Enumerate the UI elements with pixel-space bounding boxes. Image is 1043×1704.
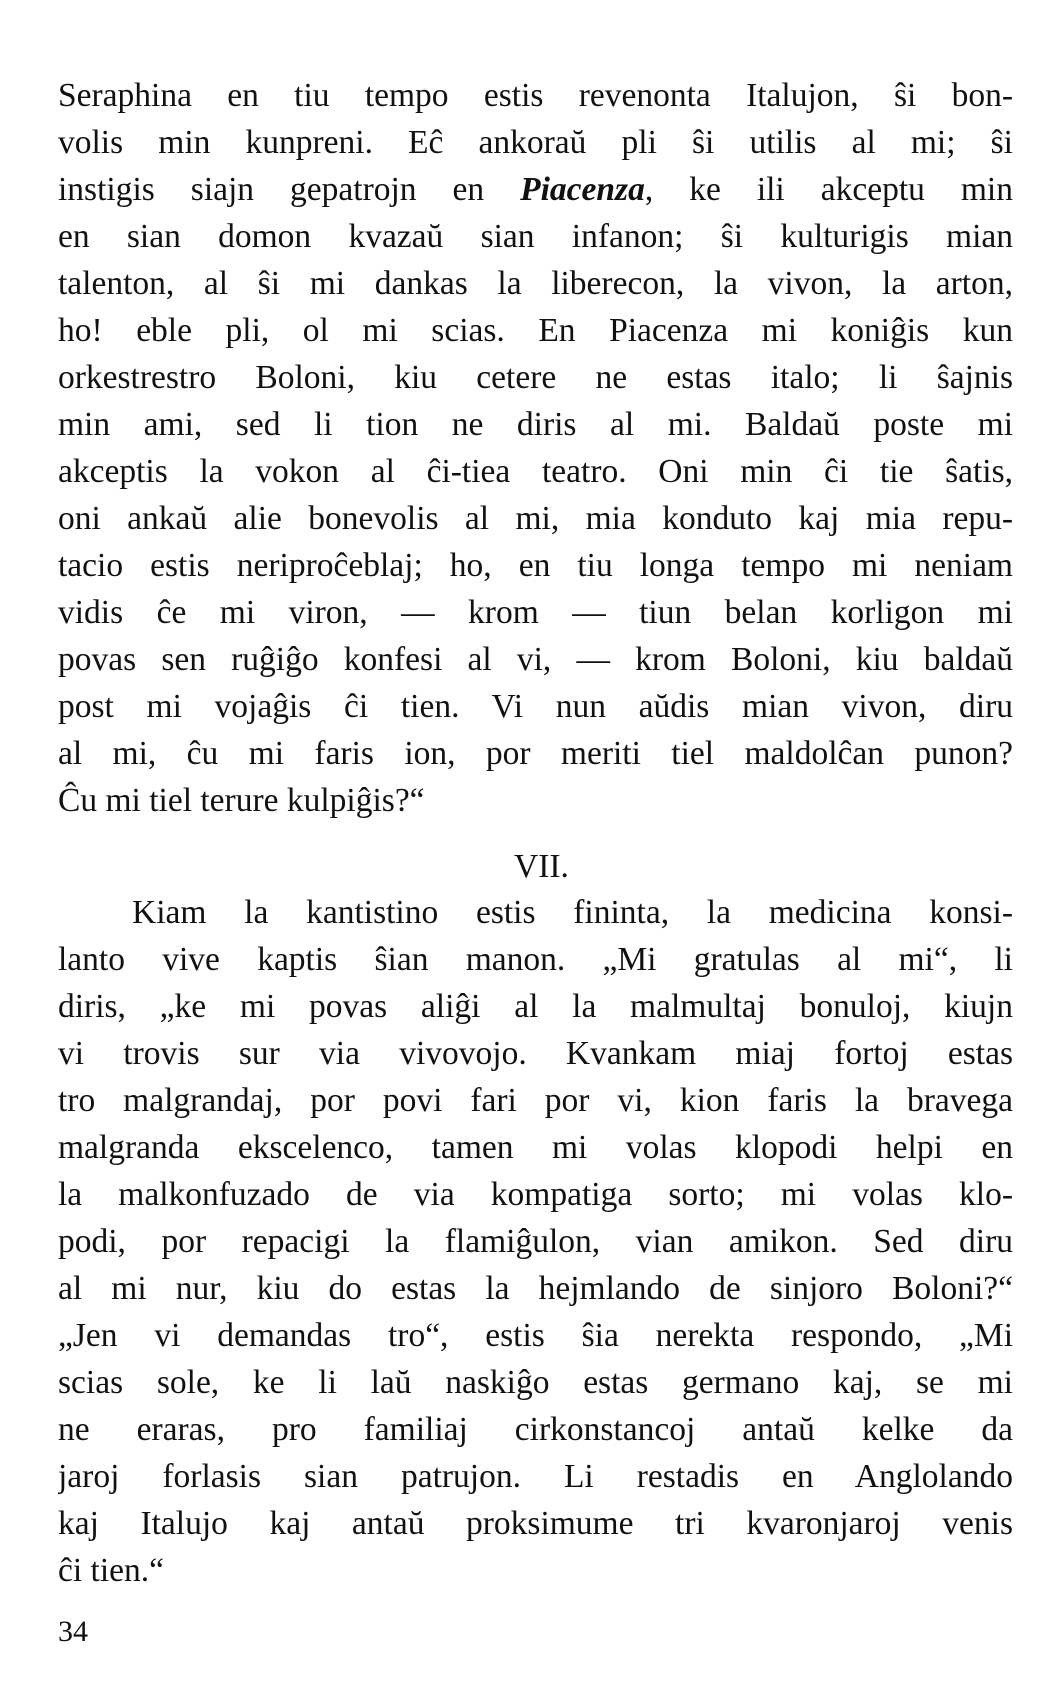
text-line: al mi nur, kiu do estas la hejmlando de sinjoro Boloni?“ (58, 1270, 1013, 1307)
text-line: instigis siajn gepatrojn en Piacenza, ke ili akceptu min (58, 171, 1013, 208)
paragraph-1 (58, 72, 1013, 824)
text-line: la malkonfuzado de via kompatiga sorto; mi volas klo- (58, 1176, 1013, 1213)
text-line: orkestrestro Boloni, kiu cetere ne estas italo; li ŝajnis (58, 359, 1013, 396)
text-line: ĉi tien.“ (58, 1552, 165, 1589)
text-line: min ami, sed li tion ne diris al mi. Baldaŭ poste mi (58, 406, 1013, 443)
text-line: kaj Italujo kaj antaŭ proksimume tri kvaronjaroj venis (58, 1505, 1013, 1542)
text-line: oni ankaŭ alie bonevolis al mi, mia konduto kaj mia repu- (58, 500, 1013, 537)
text-line: en sian domon kvazaŭ sian infanon; ŝi kulturigis mian (58, 218, 1013, 255)
text-line: Seraphina en tiu tempo estis revenonta Italujon, ŝi bon- (58, 77, 1013, 114)
text-line: tro malgrandaj, por povi fari por vi, kion faris la bravega (58, 1082, 1013, 1119)
text-line: podi, por repacigi la flamiĝulon, vian amikon. Sed diru (58, 1223, 1013, 1260)
text-line: akceptis la vokon al ĉi-tiea teatro. Oni min ĉi tie ŝatis, (58, 453, 1013, 490)
text-line: al mi, ĉu mi faris ion, por meriti tiel maldolĉan punon? (58, 735, 1013, 772)
text-line: tacio estis neriproĉeblaj; ho, en tiu longa tempo mi neniam (58, 547, 1013, 584)
text-line: post mi vojaĝis ĉi tien. Vi nun aŭdis mian vivon, diru (58, 688, 1013, 725)
page-number: 34 (58, 1615, 88, 1648)
text-line: ne eraras, pro familiaj cirkonstancoj antaŭ kelke da (58, 1411, 1013, 1448)
text-line: povas sen ruĝiĝo konfesi al vi, — krom Boloni, kiu baldaŭ (58, 641, 1013, 678)
text-line: diris, „ke mi povas aliĝi al la malmultaj bonuloj, kiujn (58, 988, 1013, 1025)
text-line: lanto vive kaptis ŝian manon. „Mi gratulas al mi“, li (58, 941, 1013, 978)
text-line: volis min kunpreni. Eĉ ankoraŭ pli ŝi utilis al mi; ŝi (58, 124, 1013, 161)
text-line: Kiam la kantistino estis fininta, la medicina konsi- (132, 894, 1013, 931)
text-line: Ĉu mi tiel terure kulpiĝis?“ (58, 782, 425, 819)
text-line: jaroj forlasis sian patrujon. Li restadis en Anglolando (58, 1458, 1013, 1495)
text-line: talenton, al ŝi mi dankas la liberecon, la vivon, la arton, (58, 265, 1013, 302)
text-line: scias sole, ke li laŭ naskiĝo estas germano kaj, se mi (58, 1364, 1013, 1401)
chapter-heading: VII. (514, 848, 569, 885)
text-line: vi trovis sur via vivovojo. Kvankam miaj fortoj estas (58, 1035, 1013, 1072)
text-line: malgranda ekscelenco, tamen mi volas klopodi helpi en (58, 1129, 1013, 1166)
paragraph-2 (58, 889, 1013, 1594)
text-line: „Jen vi demandas tro“, estis ŝia nerekta respondo, „Mi (58, 1317, 1013, 1354)
text-line: ho! eble pli, ol mi scias. En Piacenza mi koniĝis kun (58, 312, 1013, 349)
text-line: vidis ĉe mi viron, — krom — tiun belan korligon mi (58, 594, 1013, 631)
italic-place-name: Piacenza (520, 171, 645, 208)
